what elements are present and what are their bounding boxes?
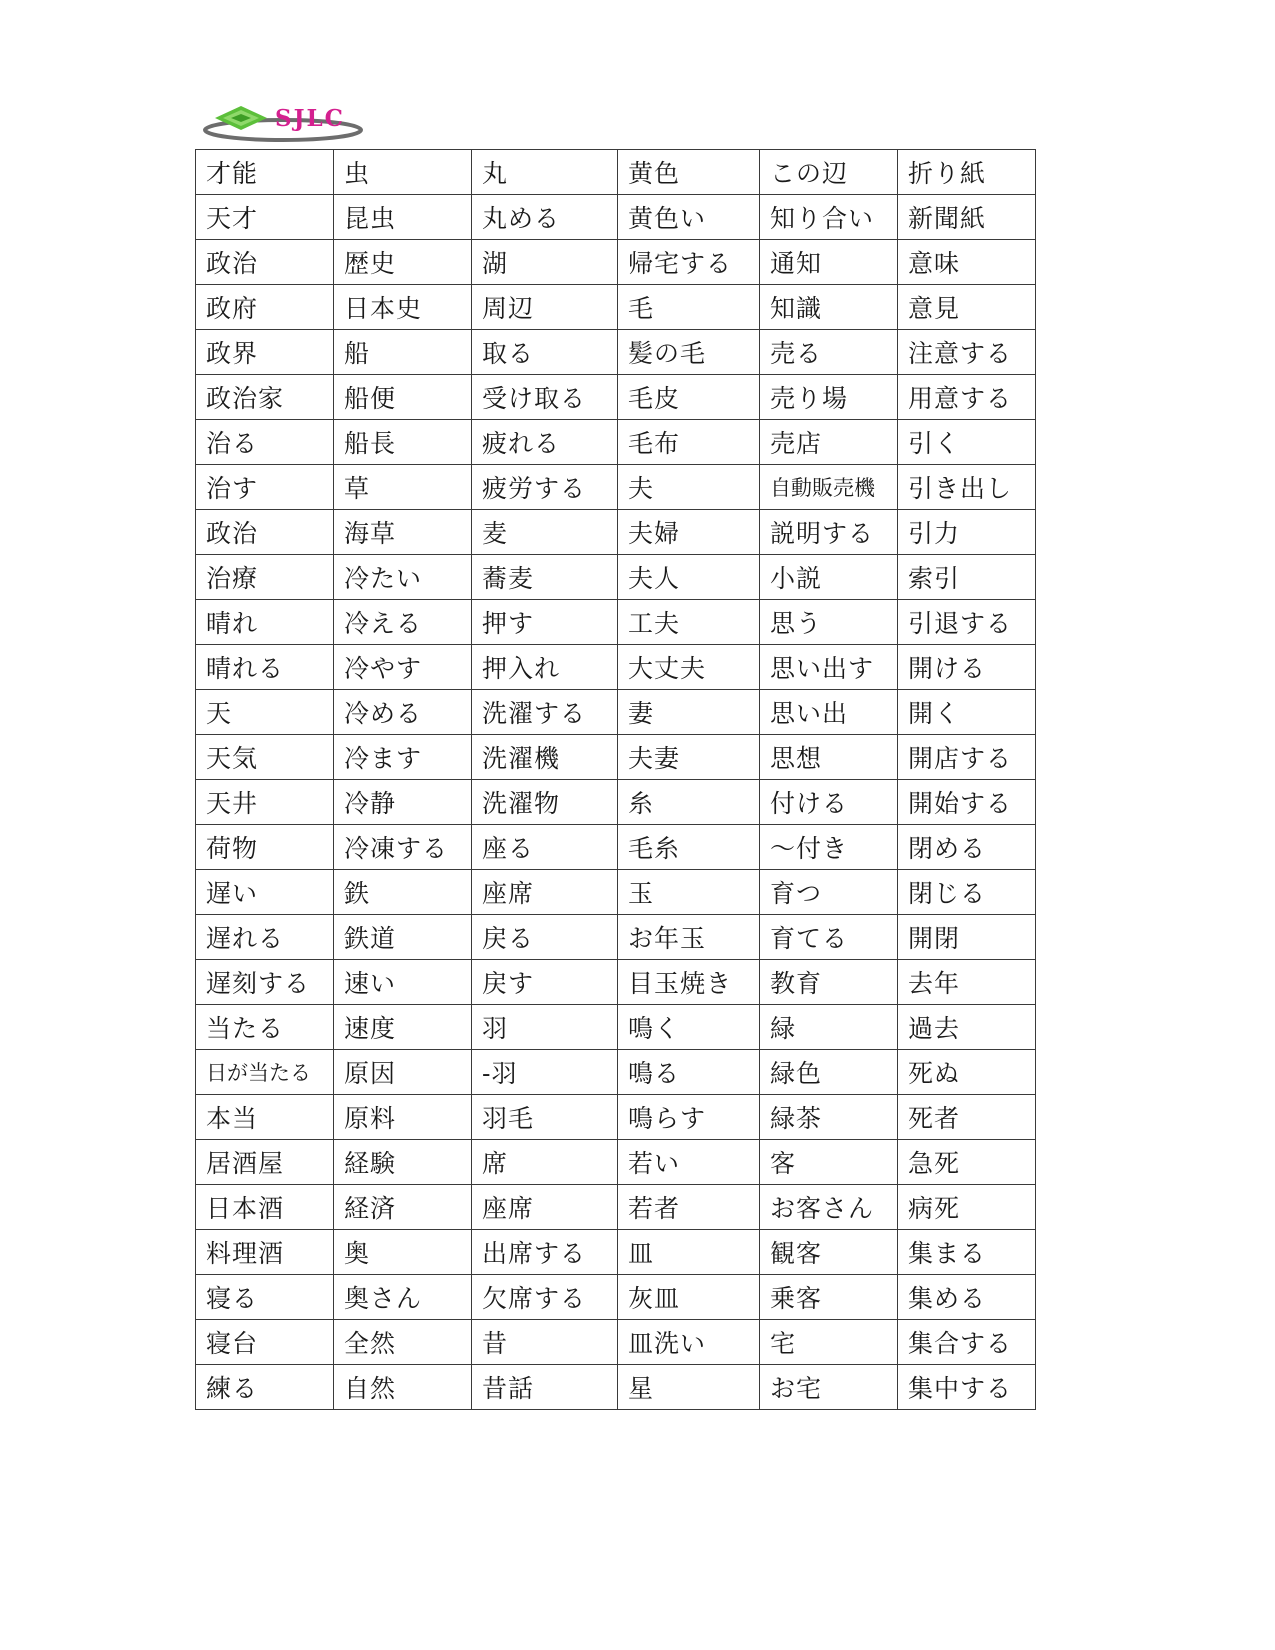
vocab-cell: 当たる	[196, 1005, 334, 1050]
vocab-cell: 奥さん	[334, 1275, 472, 1320]
table-row	[196, 195, 1036, 240]
table-row	[196, 330, 1036, 375]
vocab-cell: 船長	[334, 420, 472, 465]
table-row	[196, 825, 1036, 870]
vocab-cell: 閉める	[898, 825, 1036, 870]
table-row	[196, 1275, 1036, 1320]
vocab-cell: 寝台	[196, 1320, 334, 1365]
vocab-cell: 疲れる	[472, 420, 618, 465]
vocab-cell: お客さん	[760, 1185, 898, 1230]
table-row	[196, 690, 1036, 735]
vocab-cell: 死者	[898, 1095, 1036, 1140]
vocab-cell: 経験	[334, 1140, 472, 1185]
vocab-cell: 引力	[898, 510, 1036, 555]
vocab-cell: 政界	[196, 330, 334, 375]
vocab-cell: 鳴らす	[618, 1095, 760, 1140]
vocab-cell: 過去	[898, 1005, 1036, 1050]
vocab-cell: 夫	[618, 465, 760, 510]
vocab-cell: 出席する	[472, 1230, 618, 1275]
vocab-cell: 座席	[472, 870, 618, 915]
vocab-cell: 原因	[334, 1050, 472, 1095]
vocab-cell: この辺	[760, 150, 898, 195]
logo-graphic	[203, 96, 403, 146]
vocab-cell: 鉄道	[334, 915, 472, 960]
vocab-cell: 皿洗い	[618, 1320, 760, 1365]
vocab-cell: 天才	[196, 195, 334, 240]
vocab-cell: 冷やす	[334, 645, 472, 690]
vocab-cell: ～付き	[760, 825, 898, 870]
vocab-cell: 開始する	[898, 780, 1036, 825]
vocab-cell: 引き出し	[898, 465, 1036, 510]
vocab-cell: 歴史	[334, 240, 472, 285]
table-row	[196, 1230, 1036, 1275]
vocab-cell: 練る	[196, 1365, 334, 1410]
vocab-cell: お年玉	[618, 915, 760, 960]
vocab-cell: 日本史	[334, 285, 472, 330]
vocab-cell: 急死	[898, 1140, 1036, 1185]
vocab-cell: 昆虫	[334, 195, 472, 240]
vocab-cell: 洗濯する	[472, 690, 618, 735]
vocab-cell: 船	[334, 330, 472, 375]
vocab-cell: 思う	[760, 600, 898, 645]
vocab-cell: 売り場	[760, 375, 898, 420]
vocab-cell: 自動販売機	[760, 465, 898, 510]
vocab-cell: 草	[334, 465, 472, 510]
vocab-cell: 鳴く	[618, 1005, 760, 1050]
vocab-cell: 座席	[472, 1185, 618, 1230]
vocab-cell: 湖	[472, 240, 618, 285]
vocab-cell: 鳴る	[618, 1050, 760, 1095]
vocab-cell: 丸める	[472, 195, 618, 240]
vocab-cell: 欠席する	[472, 1275, 618, 1320]
vocab-cell: 付ける	[760, 780, 898, 825]
vocab-cell: 毛糸	[618, 825, 760, 870]
vocab-cell: 日が当たる	[196, 1050, 334, 1095]
vocab-cell: 政治	[196, 240, 334, 285]
table-row	[196, 600, 1036, 645]
table-row	[196, 870, 1036, 915]
vocab-cell: 羽毛	[472, 1095, 618, 1140]
vocab-cell: 遅れる	[196, 915, 334, 960]
vocab-cell: 夫婦	[618, 510, 760, 555]
vocab-cell: 星	[618, 1365, 760, 1410]
vocab-cell: 座る	[472, 825, 618, 870]
vocab-cell: 昔話	[472, 1365, 618, 1410]
table-row	[196, 1095, 1036, 1140]
vocab-cell: 寝る	[196, 1275, 334, 1320]
vocab-cell: 客	[760, 1140, 898, 1185]
vocab-cell: 速い	[334, 960, 472, 1005]
vocab-cell: 乗客	[760, 1275, 898, 1320]
vocab-cell: 病死	[898, 1185, 1036, 1230]
vocab-cell: 黄色	[618, 150, 760, 195]
vocab-cell: 開く	[898, 690, 1036, 735]
vocab-cell: 冷凍する	[334, 825, 472, 870]
vocab-cell: 晴れ	[196, 600, 334, 645]
vocab-cell: 索引	[898, 555, 1036, 600]
vocab-cell: 洗濯物	[472, 780, 618, 825]
vocab-cell: 意見	[898, 285, 1036, 330]
vocab-cell: 引退する	[898, 600, 1036, 645]
logo-text: SJLC	[275, 105, 345, 132]
vocab-cell: 引く	[898, 420, 1036, 465]
vocab-cell: 緑	[760, 1005, 898, 1050]
vocab-cell: 若い	[618, 1140, 760, 1185]
table-row	[196, 1005, 1036, 1050]
vocab-cell: 集合する	[898, 1320, 1036, 1365]
vocab-cell: 思い出	[760, 690, 898, 735]
vocab-cell: 玉	[618, 870, 760, 915]
vocab-cell: 折り紙	[898, 150, 1036, 195]
vocab-cell: 教育	[760, 960, 898, 1005]
vocab-cell: 注意する	[898, 330, 1036, 375]
vocab-cell: 戻る	[472, 915, 618, 960]
vocab-cell: 黄色い	[618, 195, 760, 240]
vocab-cell: 麦	[472, 510, 618, 555]
vocab-cell: 遅い	[196, 870, 334, 915]
vocab-cell: 小説	[760, 555, 898, 600]
vocab-cell: 蕎麦	[472, 555, 618, 600]
vocab-cell: 晴れる	[196, 645, 334, 690]
table-row	[196, 780, 1036, 825]
vocab-cell: 宅	[760, 1320, 898, 1365]
table-row	[196, 915, 1036, 960]
vocab-cell: 灰皿	[618, 1275, 760, 1320]
vocab-cell: 緑色	[760, 1050, 898, 1095]
vocab-cell: 居酒屋	[196, 1140, 334, 1185]
table-row	[196, 465, 1036, 510]
vocab-cell: 奥	[334, 1230, 472, 1275]
vocab-cell: 死ぬ	[898, 1050, 1036, 1095]
vocab-cell: 海草	[334, 510, 472, 555]
vocab-cell: 政治	[196, 510, 334, 555]
vocab-cell: 受け取る	[472, 375, 618, 420]
table-row	[196, 555, 1036, 600]
vocab-cell: お宅	[760, 1365, 898, 1410]
vocab-cell: 荷物	[196, 825, 334, 870]
vocab-cell: 席	[472, 1140, 618, 1185]
sjlc-logo	[203, 96, 403, 146]
vocab-cell: 帰宅する	[618, 240, 760, 285]
vocab-cell: 羽	[472, 1005, 618, 1050]
vocab-cell: 妻	[618, 690, 760, 735]
vocab-cell: 新聞紙	[898, 195, 1036, 240]
table-row	[196, 1320, 1036, 1365]
table-row	[196, 1140, 1036, 1185]
vocab-cell: 夫人	[618, 555, 760, 600]
vocab-cell: 冷える	[334, 600, 472, 645]
vocab-cell: 育つ	[760, 870, 898, 915]
vocab-cell: 遅刻する	[196, 960, 334, 1005]
vocab-cell: 全然	[334, 1320, 472, 1365]
vocab-cell: 緑茶	[760, 1095, 898, 1140]
table-row	[196, 375, 1036, 420]
vocab-cell: 疲労する	[472, 465, 618, 510]
vocab-cell: 開閉	[898, 915, 1036, 960]
vocabulary-table	[195, 149, 1036, 1410]
vocab-cell: -羽	[472, 1050, 618, 1095]
vocab-cell: 知り合い	[760, 195, 898, 240]
vocabulary-table-body	[196, 150, 1036, 1410]
table-row	[196, 1050, 1036, 1095]
vocab-cell: 意味	[898, 240, 1036, 285]
vocab-cell: 糸	[618, 780, 760, 825]
vocab-cell: 冷ます	[334, 735, 472, 780]
vocab-cell: 速度	[334, 1005, 472, 1050]
vocab-cell: 船便	[334, 375, 472, 420]
vocab-cell: 押入れ	[472, 645, 618, 690]
vocab-cell: 思想	[760, 735, 898, 780]
vocab-cell: 冷たい	[334, 555, 472, 600]
vocab-cell: 売店	[760, 420, 898, 465]
vocab-cell: 政治家	[196, 375, 334, 420]
table-row	[196, 1185, 1036, 1230]
vocab-cell: 去年	[898, 960, 1036, 1005]
vocab-cell: 押す	[472, 600, 618, 645]
vocab-cell: 毛布	[618, 420, 760, 465]
vocab-cell: 日本酒	[196, 1185, 334, 1230]
table-row	[196, 1365, 1036, 1410]
vocab-cell: 虫	[334, 150, 472, 195]
vocab-cell: 天	[196, 690, 334, 735]
vocab-cell: 才能	[196, 150, 334, 195]
vocab-cell: 治る	[196, 420, 334, 465]
vocab-cell: 用意する	[898, 375, 1036, 420]
table-row	[196, 285, 1036, 330]
table-row	[196, 150, 1036, 195]
vocab-cell: 料理酒	[196, 1230, 334, 1275]
vocab-cell: 売る	[760, 330, 898, 375]
vocab-cell: 洗濯機	[472, 735, 618, 780]
vocab-cell: 夫妻	[618, 735, 760, 780]
vocab-cell: 毛	[618, 285, 760, 330]
vocab-cell: 集める	[898, 1275, 1036, 1320]
vocab-cell: 毛皮	[618, 375, 760, 420]
vocab-cell: 開店する	[898, 735, 1036, 780]
vocab-cell: 開ける	[898, 645, 1036, 690]
vocab-cell: 自然	[334, 1365, 472, 1410]
table-row	[196, 510, 1036, 555]
vocab-cell: 閉じる	[898, 870, 1036, 915]
vocab-cell: 工夫	[618, 600, 760, 645]
vocab-cell: 原料	[334, 1095, 472, 1140]
vocab-cell: 経済	[334, 1185, 472, 1230]
vocab-cell: 治療	[196, 555, 334, 600]
vocab-cell: 天井	[196, 780, 334, 825]
vocab-cell: 観客	[760, 1230, 898, 1275]
vocab-cell: 昔	[472, 1320, 618, 1365]
vocab-cell: 治す	[196, 465, 334, 510]
vocab-cell: 集中する	[898, 1365, 1036, 1410]
vocab-cell: 政府	[196, 285, 334, 330]
table-row	[196, 735, 1036, 780]
vocab-cell: 思い出す	[760, 645, 898, 690]
vocab-cell: 髪の毛	[618, 330, 760, 375]
vocab-cell: 目玉焼き	[618, 960, 760, 1005]
vocab-cell: 本当	[196, 1095, 334, 1140]
vocab-cell: 皿	[618, 1230, 760, 1275]
table-row	[196, 960, 1036, 1005]
vocab-cell: 大丈夫	[618, 645, 760, 690]
vocab-cell: 周辺	[472, 285, 618, 330]
vocab-cell: 若者	[618, 1185, 760, 1230]
vocab-cell: 鉄	[334, 870, 472, 915]
vocab-cell: 天気	[196, 735, 334, 780]
table-row	[196, 240, 1036, 285]
vocab-cell: 通知	[760, 240, 898, 285]
table-row	[196, 645, 1036, 690]
vocab-cell: 丸	[472, 150, 618, 195]
vocab-cell: 取る	[472, 330, 618, 375]
vocab-cell: 育てる	[760, 915, 898, 960]
vocab-cell: 説明する	[760, 510, 898, 555]
vocab-cell: 知識	[760, 285, 898, 330]
vocab-cell: 冷静	[334, 780, 472, 825]
table-row	[196, 420, 1036, 465]
vocab-cell: 集まる	[898, 1230, 1036, 1275]
vocab-cell: 冷める	[334, 690, 472, 735]
vocab-cell: 戻す	[472, 960, 618, 1005]
